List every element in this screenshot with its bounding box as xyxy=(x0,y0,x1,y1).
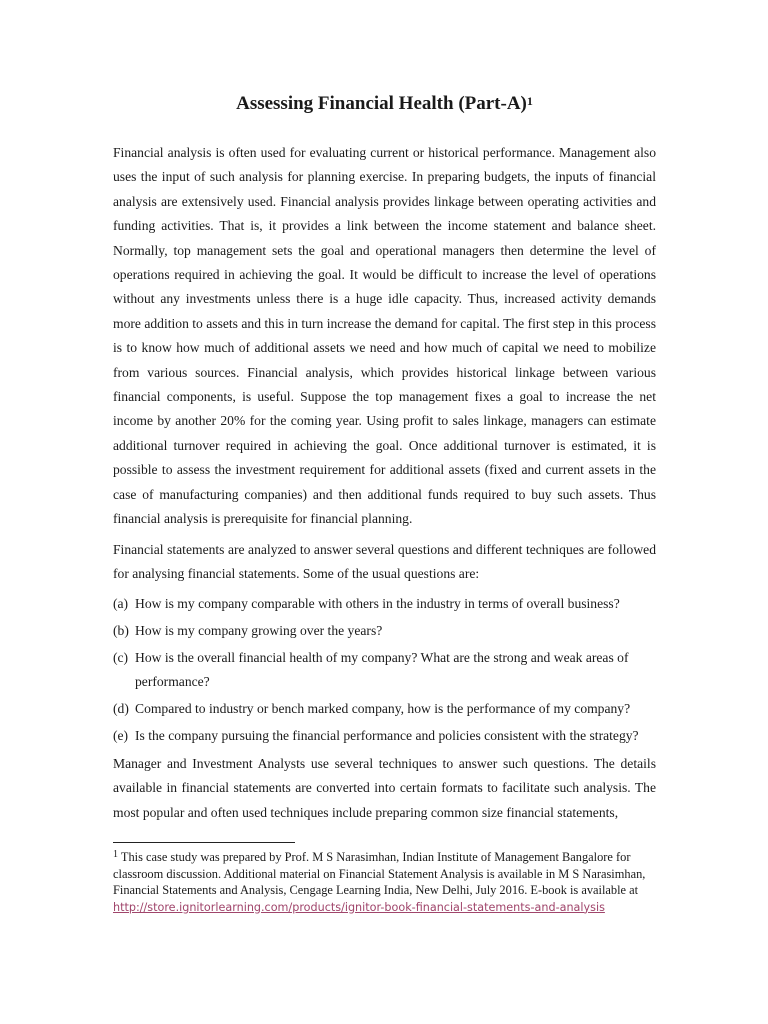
document-title xyxy=(113,92,656,116)
footnote-text: This case study was prepared by Prof. M S Narasimhan, Indian Institute of Management Bangalore for classroom discussion. Additional material on Financial Statement Analysis is available in M S Narasimhan, Financial Statements and Analysis, Cengage Learning India, New Delhi, July 2016. E-book is available at xyxy=(113,850,646,897)
title-footnote-marker[interactable]: 1 xyxy=(526,94,533,108)
list-item-text: Compared to industry or bench marked company, how is the performance of my company? xyxy=(135,701,631,717)
list-item-text: How is my company growing over the years? xyxy=(135,623,383,638)
questions-list xyxy=(113,592,656,751)
footnote-divider xyxy=(113,842,295,843)
footnote-marker: 1 xyxy=(113,849,118,860)
list-marker: (d) xyxy=(113,701,129,717)
list-marker: (e) xyxy=(113,728,129,744)
paragraph-techniques: Manager and Investment Analysts use several techniques to answer such questions. The details available in financial statements are converted into certain formats to facilitate such analysis. The most popular and often used techniques include preparing common size financial statements, xyxy=(113,756,656,820)
list-marker: (a) xyxy=(113,596,129,611)
list-item xyxy=(113,592,656,616)
list-item xyxy=(113,619,656,643)
title-text: Assessing Financial Health (Part-A) xyxy=(236,93,527,114)
list-marker: (c) xyxy=(113,650,129,665)
footnote xyxy=(113,849,656,916)
list-item-text: How is the overall financial health of my company? What are the strong and weak areas of performance? xyxy=(135,650,629,690)
footnote-link[interactable]: http://store.ignitorlearning.com/products/ignitor-book-financial-statements-and-analysis xyxy=(113,900,605,914)
list-item xyxy=(113,646,656,695)
paragraph-questions-intro: Financial statements are analyzed to answer several questions and different techniques are followed for analysing financial statements. Some of the usual questions are: xyxy=(113,542,656,582)
list-item xyxy=(113,697,656,721)
list-marker: (b) xyxy=(113,623,129,638)
list-item xyxy=(113,724,656,748)
list-item-text: How is my company comparable with others in the industry in terms of overall business? xyxy=(135,596,620,611)
paragraph-intro: Financial analysis is often used for evaluating current or historical performance. Management also uses the input of such analysis for planning exercise. In preparing budgets, the inputs of financial analysis are extensively used. Financial analysis provides linkage between operating activities and funding activities. That is, it provides a link between the income statement and balance sheet. Normally, top management sets the goal and operational managers then determine the level of operations required in achieving the goal. It would be difficult to increase the level of operations without any investments unless there is a huge idle capacity. Thus, increased activity demands more addition to assets and this in turn increase the demand for capital. The first step in this process is to know how much of additional assets we need and how much of capital we need to mobilize from various sources. Financial analysis, which provides historical linkage between various financial components, is useful. Suppose the top management fixes a goal to increase the net income by another 20% for the coming year. Using profit to sales linkage, managers can estimate additional turnover required in achieving the goal. Once additional turnover is estimated, it is possible to assess the investment requirement for additional assets (fixed and current assets in the case of manufacturing companies) and then additional funds required to buy such assets. Thus financial analysis is prerequisite for financial planning. xyxy=(113,145,656,527)
list-item-text: Is the company pursuing the financial performance and policies consistent with the strategy? xyxy=(135,728,639,744)
